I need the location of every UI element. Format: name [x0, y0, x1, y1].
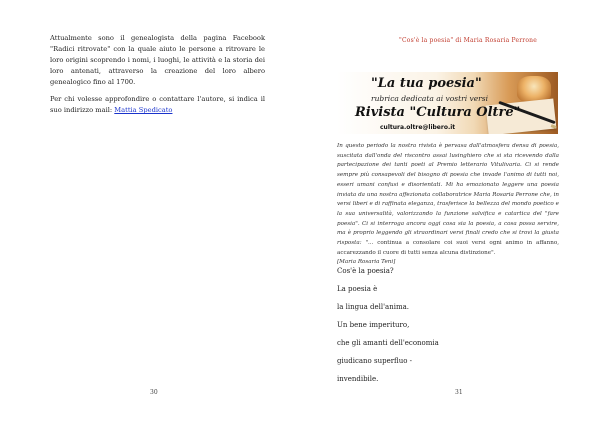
author-link[interactable]: Mattia Spedicato	[114, 106, 173, 114]
page-number-right: 31	[455, 389, 463, 396]
poem	[337, 262, 557, 388]
poem-line: Cos'è la poesia?	[337, 267, 394, 275]
intro-paragraph	[337, 142, 559, 268]
lamp-illustration	[517, 76, 551, 102]
intro-italic-text: In questo periodo la nostra rivista è pervasa dall'atmosfera densa di poesia, suscitata dall'onda del riscontro assai lusinghiero che si sta ricevendo dalla partecipazione dei tanti poeti al Premio letterario Vitulivaria. Ci si rende sempre più consapevoli del bisogno di poesia che invade l'animo di tutti noi, esseri umani confusi e disorientati. Mi ha emozionato leggere una poesia inviata da una nostra affezionata collaboratrice Maria Rosaria Perrone che, in versi liberi e di raffinata eleganza, trasferisce la bellezza del mondo poetico e la sua universalità, valorizzando la funzione salvifica e catartica del "fare poesia". Ci si interroga ancora oggi cosa sia la poesia, a cosa possa servire, ma è proprio leggendo gli straordinari versi finali credo che si trovi la giusta risposta: "	[337, 143, 559, 247]
poem-line: Un bene imperituro,	[337, 321, 410, 329]
poetry-banner	[337, 72, 558, 134]
running-header: "Cos'è la poesia" di Maria Rosaria Perrone	[399, 37, 537, 44]
banner-subtitle: rubrica dedicata ai vostri versi	[371, 94, 488, 103]
poem-line: che gli amanti dell'economia	[337, 339, 439, 347]
contact-paragraph	[50, 94, 265, 116]
page-number-left: 30	[150, 389, 158, 396]
contact-text: Per chi volesse approfondire o contattare l'autore, si indica il suo indirizzo mail:	[50, 95, 265, 114]
poem-line: La poesia è	[337, 285, 378, 293]
poem-line: giudicano superfluo -	[337, 357, 413, 365]
intro-quote-text: ... continua a consolare coi suoi versi ogni animo in affanno, accarezzando il cuore di tutti senza alcuna distinzione".	[337, 240, 559, 256]
bio-paragraph: Attualmente sono il genealogista della pagina Facebook "Radici ritrovate" con la quale aiuto le persone a ritrovare le loro origini scoprendo i nomi, i luoghi, le attività e la storia dei loro antenati, attraverso la creazione del loro albero genealogico fino al 1700.	[50, 34, 265, 86]
intro-signature: [Maria Rosaria Teni]	[337, 259, 396, 266]
left-page-body	[50, 33, 265, 122]
poem-line: la lingua dell'anima.	[337, 303, 409, 311]
banner-title: "La tua poesia"	[371, 76, 482, 91]
poem-line: invendibile.	[337, 375, 379, 383]
banner-email: cultura.oltre@libero.it	[380, 124, 456, 131]
banner-magazine: Rivista "Cultura Oltre"	[355, 105, 521, 120]
